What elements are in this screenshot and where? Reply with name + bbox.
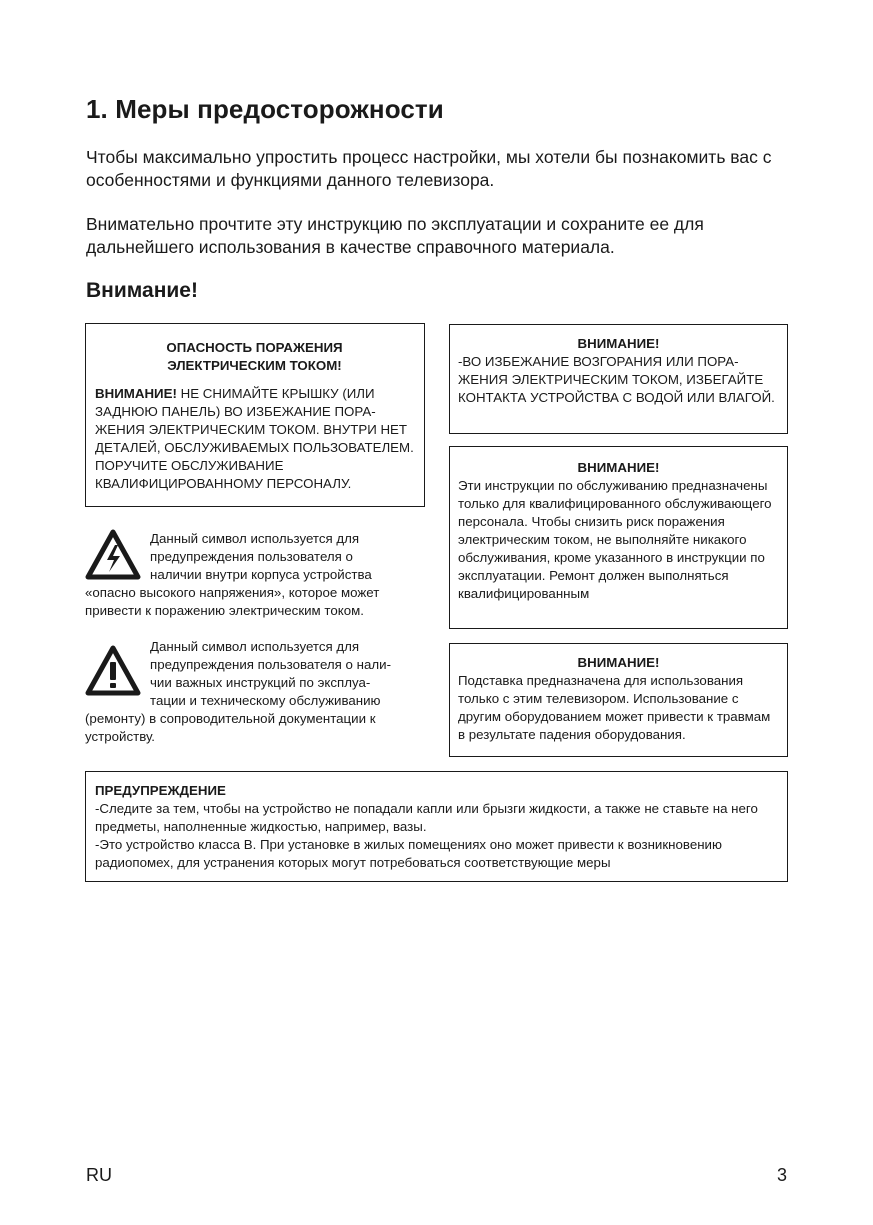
exclamation-rest: (ремонту) в сопроводительной документации к устройству. — [85, 711, 376, 744]
general-warning-line2: -Это устройство класса B. При установке в жилых помещениях оно может привести к возникновению радиопомех, для устранения которых могут потребоваться соответствующие меры — [95, 837, 722, 870]
high-voltage-line2: предупреждения пользователя о — [150, 549, 353, 564]
shock-hazard-bold-lead: ВНИМАНИЕ! — [95, 386, 177, 401]
intro-paragraph-1: Чтобы максимально упростить процесс настройки, мы хотели бы познакомить вас с особенностями и функциями данного телевизора. — [86, 147, 772, 190]
general-warning-line1: -Следите за тем, чтобы на устройство не попадали капли или брызги жидкости, а также не ставьте на него предметы, наполненные жидкостью, например, вазы. — [95, 801, 758, 834]
high-voltage-rest: «опасно высокого напряжения», которое может привести к поражению электрическим током. — [85, 585, 380, 618]
exclamation-line4: тации и техническому обслуживанию — [150, 693, 381, 708]
shock-hazard-body — [95, 385, 414, 493]
general-warning-box — [85, 771, 788, 882]
exclamation-line1: Данный символ используется для — [150, 639, 360, 654]
exclamation-line3: чии важных инструкций по эксплуа- — [150, 675, 371, 690]
high-voltage-symbol-description — [85, 530, 425, 620]
exclamation-symbol-description — [85, 638, 430, 746]
intro-paragraph-2: Внимательно прочтите эту инструкцию по эксплуатации и сохраните ее для дальнейшего использования в качестве справочного материала. — [86, 214, 704, 257]
fire-hazard-text: -ВО ИЗБЕЖАНИЕ ВОЗГОРАНИЯ ИЛИ ПОРАЖЕНИЯ ЭЛЕКТРИЧЕСКИМ ТОКОМ, ИЗБЕГАЙТЕ КОНТАКТА УСТРОЙСТВА С ВОДОЙ ИЛИ ВЛАГОЙ. — [458, 354, 775, 405]
stand-warning-box — [449, 643, 788, 757]
fire-hazard-heading: ВНИМАНИЕ! — [577, 336, 660, 351]
service-warning-text: Эти инструкции по обслуживанию предназначены только для квалифицированного обслуживающего персонала. Чтобы снизить риск поражения электрическим током, не выполняйте никакого обслуживания, кроме указанного в инструкции по эксплуатации. Ремонт должен выполняться квалифицированным — [458, 478, 772, 601]
page-title: 1. Меры предосторожности — [86, 94, 444, 124]
shock-hazard-heading-line2: ЭЛЕКТРИЧЕСКИМ ТОКОМ! — [167, 358, 342, 373]
fire-hazard-box — [449, 324, 788, 434]
high-voltage-line1: Данный символ используется для — [150, 531, 360, 546]
service-warning-heading: ВНИМАНИЕ! — [577, 460, 660, 475]
exclamation-line2: предупреждения пользователя о нали- — [150, 657, 391, 672]
high-voltage-line3: наличии внутри корпуса устройства — [150, 567, 372, 582]
general-warning-heading: ПРЕДУПРЕЖДЕНИЕ — [95, 783, 226, 798]
stand-warning-heading: ВНИМАНИЕ! — [577, 655, 660, 670]
shock-hazard-box — [85, 323, 425, 507]
footer-language: RU — [86, 1165, 112, 1185]
service-warning-box — [449, 446, 788, 629]
footer-page-number: 3 — [776, 1165, 787, 1185]
attention-heading: Внимание! — [86, 279, 198, 302]
stand-warning-text: Подставка предназначена для использования только с этим телевизором. Использование с другим оборудованием может привести к травмам в результате падения оборудования. — [458, 673, 771, 742]
shock-hazard-text: НЕ СНИМАЙТЕ КРЫШКУ (ИЛИ ЗАДНЮЮ ПАНЕЛЬ) ВО ИЗБЕЖАНИЕ ПОРАЖЕНИЯ ЭЛЕКТРИЧЕСКИМ ТОКОМ. ВНУТРИ НЕТ ДЕТАЛЕЙ, ОБСЛУЖИВАЕМЫХ ПОЛЬЗОВАТЕЛЕМ. ПОРУЧИТЕ ОБСЛУЖИВАНИЕ КВАЛИФИЦИРОВАННОМУ ПЕРСОНАЛУ. — [95, 386, 414, 491]
shock-hazard-heading-line1: ОПАСНОСТЬ ПОРАЖЕНИЯ — [166, 340, 343, 355]
